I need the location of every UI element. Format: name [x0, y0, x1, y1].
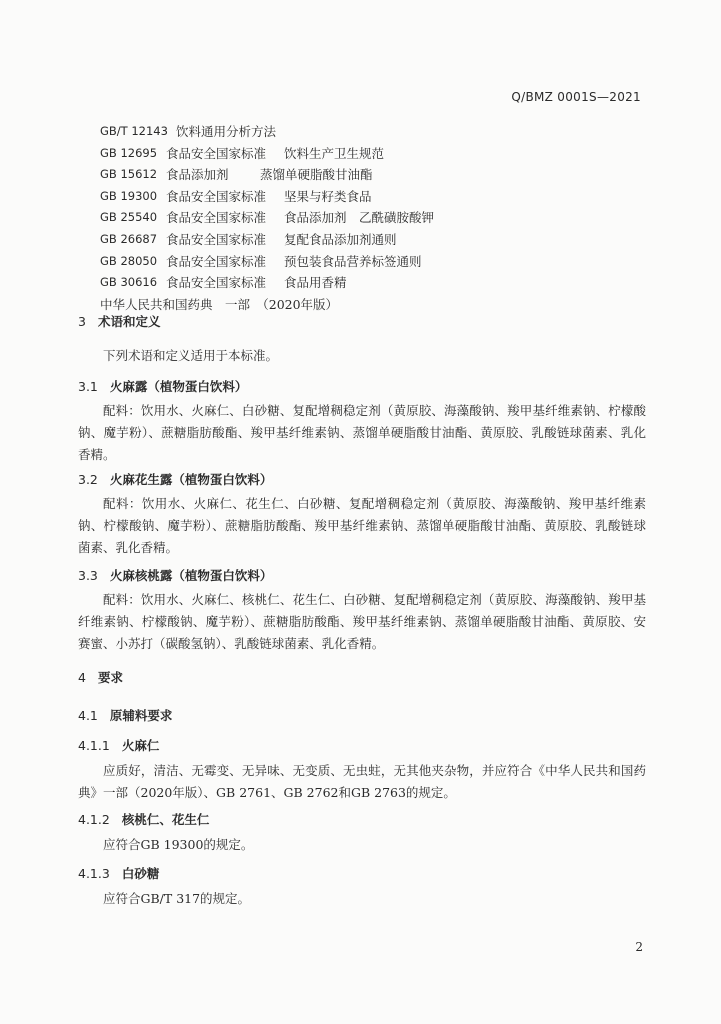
- section-number: 3: [78, 314, 86, 329]
- section-3-2-text: 配料：饮用水、火麻仁、花生仁、白砂糖、复配增稠稳定剂（黄原胶、海藻酸钠、羧甲基纤维素钠、柠檬酸钠、魔芋粉）、蔗糖脂肪酸酯、羧甲基纤维素钠、蒸馏单硬脂酸甘油酯、黄原胶、乳酸链球菌素、乳化香精。: [78, 496, 646, 555]
- reference-item: [100, 272, 434, 294]
- section-title: 原辅料要求: [109, 708, 173, 723]
- section-number: 3.1: [78, 379, 98, 394]
- section-title: 火麻核桃露（植物蛋白饮料）: [109, 568, 273, 583]
- reference-code: GB 30616: [100, 275, 158, 290]
- section-title: 要求: [97, 670, 123, 685]
- section-4-1-3-text: 应符合GB/T 317的规定。: [103, 891, 251, 906]
- reference-code: GB 19300: [100, 188, 158, 203]
- section-title: 火麻露（植物蛋白饮料）: [109, 379, 248, 394]
- reference-code: GB 12695: [100, 145, 158, 160]
- section-heading-4-1-3: [78, 864, 159, 882]
- section-heading-3: [78, 312, 160, 330]
- section-number: 4.1.1: [78, 738, 110, 753]
- section-number: 4.1.2: [78, 812, 110, 827]
- reference-code: GB 25540: [100, 210, 158, 225]
- section-number: 4: [78, 670, 86, 685]
- section-heading-4: [78, 668, 123, 686]
- section-number: 4.1: [78, 708, 98, 723]
- reference-org: 食品安全国家标准: [166, 210, 267, 226]
- reference-item: [100, 251, 434, 273]
- reference-org: 食品安全国家标准: [166, 231, 267, 247]
- section-3-intro: 下列术语和定义适用于本标准。: [103, 348, 279, 363]
- section-heading-4-1-1: [78, 736, 159, 754]
- page-number: 2: [635, 940, 643, 954]
- reference-org: 食品安全国家标准: [166, 275, 267, 291]
- section-4-1-1-text: 应质好，清洁、无霉变、无异味、无变质、无虫蛀，无其他夹杂物，并应符合《中华人民共和国药典》一部（2020年版）、GB 2761、GB 2762和GB 2763的规定。: [78, 763, 646, 800]
- reference-title: 食品添加剂 乙酰磺胺酸钾: [284, 210, 435, 226]
- reference-org: 食品安全国家标准: [166, 253, 267, 269]
- reference-item: [100, 143, 434, 165]
- section-number: 4.1.3: [78, 866, 110, 881]
- reference-title: 食品用香精: [284, 275, 347, 291]
- section-3-1-text: 配料：饮用水、火麻仁、白砂糖、复配增稠稳定剂（黄原胶、海藻酸钠、羧甲基纤维素钠、柠檬酸钠、魔芋粉）、蔗糖脂肪酸酯、羧甲基纤维素钠、蒸馏单硬脂酸甘油酯、黄原胶、乳酸链球菌素、乳化香精。: [78, 403, 646, 462]
- reference-org: 食品添加剂: [166, 167, 229, 183]
- reference-title: 中华人民共和国药典 一部 （2020年版）: [100, 296, 339, 312]
- reference-item: [100, 186, 434, 208]
- section-title: 火麻花生露（植物蛋白饮料）: [109, 472, 273, 487]
- section-heading-4-1: [78, 706, 172, 724]
- reference-title: 饮料生产卫生规范: [284, 145, 385, 161]
- reference-item: [100, 207, 434, 229]
- section-heading-3-2: [78, 470, 272, 488]
- reference-list: [100, 121, 434, 315]
- section-title: 核桃仁、花生仁: [121, 812, 210, 827]
- standard-code: Q/BMZ 0001S—2021: [511, 90, 641, 104]
- section-4-1-2-text: 应符合GB 19300的规定。: [103, 837, 254, 852]
- section-number: 3.3: [78, 568, 98, 583]
- section-heading-3-1: [78, 377, 247, 395]
- reference-item: [100, 164, 434, 186]
- reference-item: [100, 121, 434, 143]
- reference-title: 坚果与籽类食品: [284, 188, 372, 204]
- reference-item: [100, 229, 434, 251]
- section-title: 火麻仁: [121, 738, 160, 753]
- section-3-3-text: 配料：饮用水、火麻仁、核桃仁、花生仁、白砂糖、复配增稠稳定剂（黄原胶、海藻酸钠、羧甲基纤维素钠、柠檬酸钠、魔芋粉）、蔗糖脂肪酸酯、羧甲基纤维素钠、蒸馏单硬脂酸甘油酯、黄原胶、安赛蜜、小苏打（碳酸氢钠）、乳酸链球菌素、乳化香精。: [78, 592, 646, 651]
- reference-title: 蒸馏单硬脂酸甘油酯: [260, 167, 373, 183]
- section-title: 白砂糖: [121, 866, 160, 881]
- reference-code: GB 28050: [100, 253, 158, 268]
- reference-title: 预包装食品营养标签通则: [284, 253, 422, 269]
- reference-org: 食品安全国家标准: [166, 145, 267, 161]
- reference-title: 饮料通用分析方法: [176, 124, 277, 139]
- reference-code: GB/T 12143: [100, 124, 168, 138]
- reference-code: GB 15612: [100, 167, 158, 182]
- section-number: 3.2: [78, 472, 98, 487]
- section-heading-4-1-2: [78, 810, 209, 828]
- section-heading-3-3: [78, 566, 272, 584]
- reference-org: 食品安全国家标准: [166, 188, 267, 204]
- section-title: 术语和定义: [97, 314, 161, 329]
- reference-code: GB 26687: [100, 231, 158, 246]
- reference-title: 复配食品添加剂通则: [284, 231, 397, 247]
